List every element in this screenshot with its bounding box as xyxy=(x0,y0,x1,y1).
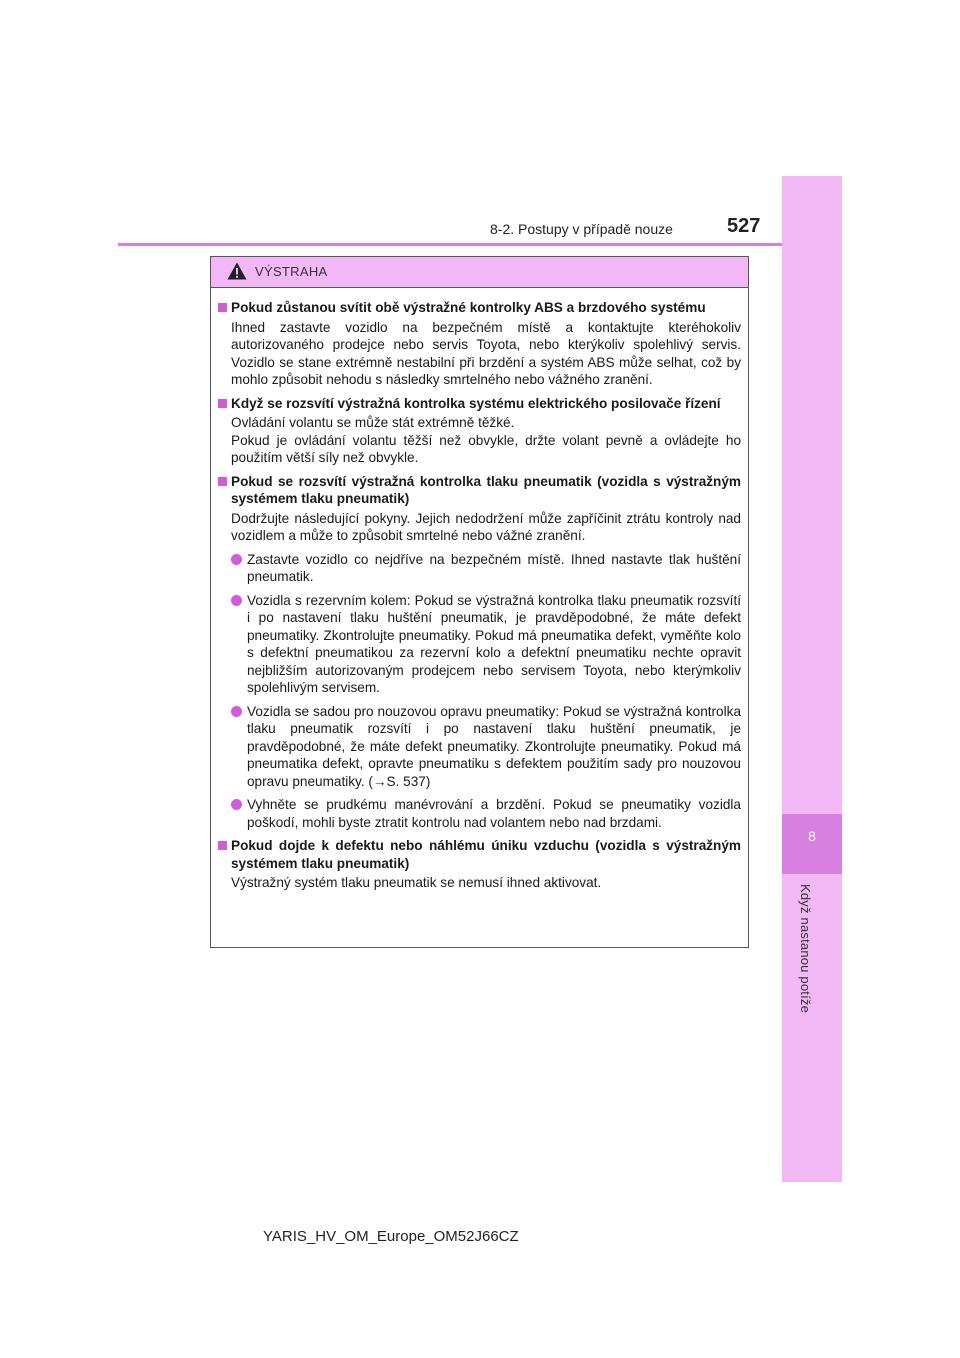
list-item: Vozidla s rezervním kolem: Pokud se výstražná kontrolka tlaku pneumatik rozsvítí i po nastavení tlaku huštění pneumatik, je pravděpodobné, že máte defekt pneumatiky. Zkontrolujte pneumatiky. Pokud má pneumatika defekt, vyměňte kolo s defektní pneumatikou za rezervní kolo a defektní pneumatiku nechte opravit nejbližším autorizovaným prodejcem nebo servisem Toyota, nebo kterýmkoliv spolehlivým servisem. xyxy=(218,592,741,697)
list-item: Zastavte vozidlo co nejdříve na bezpečném místě. Ihned nastavte tlak huštění pneumatik. xyxy=(218,551,741,586)
circle-bullet-icon xyxy=(231,706,242,717)
warning-content xyxy=(211,288,748,892)
chapter-side-tab xyxy=(782,176,842,1182)
section-title: 8-2. Postupy v případě nouze xyxy=(490,221,673,237)
warning-label: VÝSTRAHA xyxy=(255,264,328,279)
list-item: Vyhněte se prudkému manévrování a brzdění. Pokud se pneumatiky vozidla poškodí, mohli byste ztratit kontrolu nad volantem nebo nad brzdami. xyxy=(218,796,741,831)
square-bullet-icon xyxy=(218,303,227,312)
section-body: Dodržujte následující pokyny. Jejich nedodržení může zapříčinit ztrátu kontroly nad vozidlem a může to způsobit smrtelné nebo vážné zranění. xyxy=(231,510,741,543)
square-bullet-icon xyxy=(218,477,227,486)
chapter-title: Když nastanou potíže xyxy=(798,884,813,1014)
warning-section-tpws xyxy=(218,473,741,832)
warning-section-eps xyxy=(218,395,741,467)
header-rule xyxy=(118,243,782,246)
document-code: YARIS_HV_OM_Europe_OM52J66CZ xyxy=(263,1228,519,1245)
section-body: Ihned zastavte vozidlo na bezpečném místě a kontaktujte kteréhokoliv autorizovaného prodejce nebo servis Toyota, nebo kterýkoliv spolehlivý servis. Vozidlo se stane extrémně nestabilní při brzdění a systém ABS může selhat, což by mohlo způsobit nehodu s následky smrtelného nebo vážného zranění. xyxy=(231,319,741,387)
list-item: Vozidla se sadou pro nouzovou opravu pneumatiky: Pokud se výstražná kontrolka tlaku pneumatik rozsvítí i po nastavení tlaku huštění pneumatik, je pravděpodobné, že máte defekt pneumatiky. Zkontrolujte pneumatiky. Pokud má pneumatika defekt, opravte pneumatiku s defektem použitím sady pro nouzovou opravu pneumatiky. (→S. 537) xyxy=(218,703,741,791)
chapter-number: 8 xyxy=(808,828,816,844)
circle-bullet-icon xyxy=(231,595,242,606)
section-body-line: Ovládání volantu se může stát extrémně těžké. xyxy=(231,415,515,430)
section-heading: Pokud zůstanou svítit obě výstražné kontrolky ABS a brzdového systému xyxy=(231,300,706,315)
section-heading: Pokud se rozsvítí výstražná kontrolka tlaku pneumatik (vozidla s výstražným systémem tlaku pneumatik) xyxy=(231,473,741,506)
circle-bullet-icon xyxy=(231,554,242,565)
warning-header xyxy=(211,257,748,288)
section-heading: Pokud dojde k defektu nebo náhlému úniku vzduchu (vozidla s výstražným systémem tlaku pneumatik) xyxy=(231,838,741,871)
chapter-number-tab xyxy=(782,814,842,874)
section-heading: Když se rozsvítí výstražná kontrolka systému elektrického posilovače řízení xyxy=(231,395,721,411)
warning-section-puncture xyxy=(218,837,741,892)
square-bullet-icon xyxy=(218,399,227,408)
warning-triangle-icon xyxy=(227,262,247,280)
circle-bullet-icon xyxy=(231,799,242,810)
square-bullet-icon xyxy=(218,841,227,850)
section-body: Výstražný systém tlaku pneumatik se nemusí ihned aktivovat. xyxy=(231,875,602,890)
warning-box xyxy=(210,256,749,948)
warning-section-abs xyxy=(218,299,741,389)
page-number: 527 xyxy=(727,215,761,237)
section-body-line: Pokud je ovládání volantu těžší než obvykle, držte volant pevně a ovládejte ho použitím větší síly než obvykle. xyxy=(231,432,741,465)
